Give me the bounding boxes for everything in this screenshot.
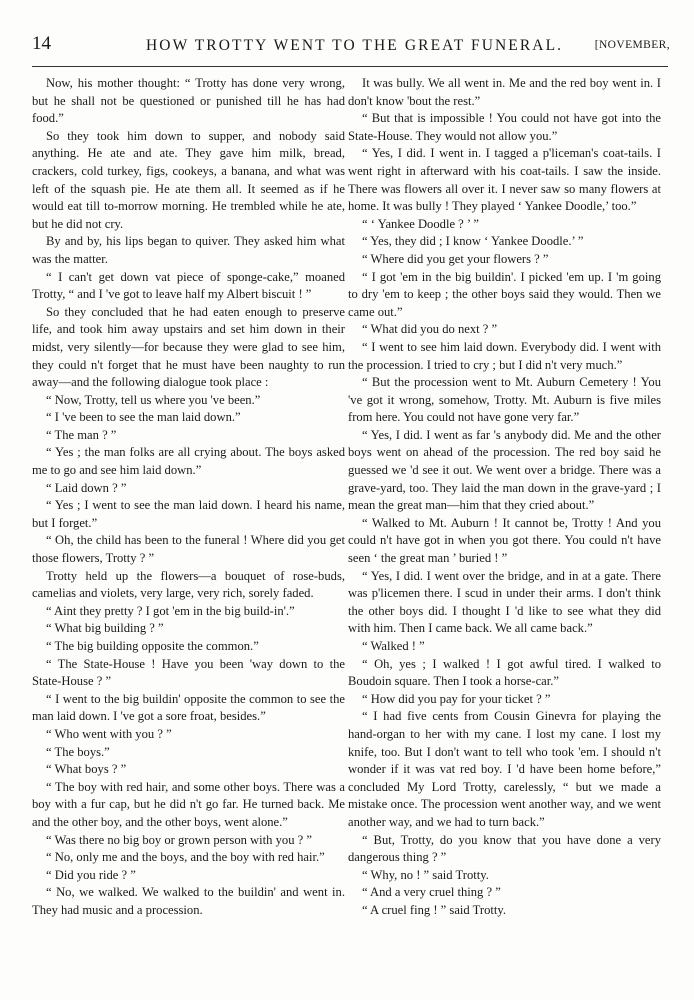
paragraph: “ Walked to Mt. Auburn ! It cannot be, Trotty ! And you could n't have got in when you got there. You could n't have seen ‘ the great man ’ buried ! ” (348, 515, 661, 566)
paragraph: Now, his mother thought: “ Trotty has done very wrong, but he shall not be questioned or punished till he has had food.” (32, 76, 345, 126)
paragraph: “ Now, Trotty, tell us where you 've been.” (46, 392, 261, 407)
paragraph: “ And a very cruel thing ? ” (362, 885, 501, 900)
paragraph: “ Was there no big boy or grown person with you ? ” (46, 832, 312, 847)
paragraph: “ I got 'em in the big buildin'. I picked 'em up. I 'm going to dry 'em to keep ; the other boys said they would. Then we came out.” (348, 269, 661, 319)
paragraph: “ Yes, they did ; I know ‘ Yankee Doodle.’ ” (362, 234, 584, 249)
paragraph: “ Yes ; I went to see the man laid down. I heard his name, but I forget.” (32, 498, 345, 530)
paragraph: “ I can't get down vat piece of sponge-cake,” moaned Trotty, “ and I 've got to leave half my Albert biscuit ! ” (32, 269, 345, 302)
paragraph: “ What big building ? ” (46, 621, 164, 636)
paragraph: “ Laid down ? ” (46, 480, 127, 495)
paragraph: “ What did you do next ? ” (362, 322, 498, 337)
paragraph: “ But that is impossible ! You could not have got into the State-House. They would not allow you.” (348, 111, 661, 143)
paragraph: “ ‘ Yankee Doodle ? ’ ” (362, 216, 479, 231)
paragraph: “ Yes, I did. I went over the bridge, and in at a gate. There was p'licemen there. I scud in under their arms. I don't think the other boys did. I thought I 'd like to see what they did with him. Then I came back. We all came back.” (348, 568, 661, 636)
paragraph: “ The boy with red hair, and some other boys. There was a boy with a fur cap, but he did n't go far. He turned back. Me and the other boy, and the other boys, went alone.” (32, 779, 345, 829)
paragraph: “ A cruel fing ! ” said Trotty. (362, 902, 506, 917)
paragraph: “ Yes, I did. I went as far 's anybody did. Me and the other boys went on ahead of the procession. The red boy said he guessed we 'd see it out. We went over a bridge. There was a grave-yard, too. They laid the man down in the grave-yard ; I mean the great man—him that they cried about.” (348, 427, 661, 513)
paragraph: “ Aint they pretty ? I got 'em in the big build-in'.” (46, 603, 295, 618)
page-number: 14 (32, 33, 51, 54)
paragraph: “ I 've been to see the man laid down.” (46, 410, 241, 425)
paragraph: “ The man ? ” (46, 427, 117, 442)
paragraph: “ Oh, the child has been to the funeral ! Where did you get those flowers, Trotty ? ” (32, 533, 345, 566)
paragraph: “ Did you ride ? ” (46, 867, 136, 882)
right-column (348, 75, 661, 920)
paragraph: “ No, only me and the boys, and the boy with red hair.” (46, 850, 325, 865)
paragraph: It was bully. We all went in. Me and the red boy went in. I don't know 'bout the rest.” (348, 76, 661, 108)
paragraph: So they concluded that he had eaten enough to preserve life, and took him away upstairs and set him down in their midst, very silently—for because they were glad to see him, they could n't forget that he must have been naughty to run away—and the following dialogue took place : (32, 304, 345, 390)
paragraph: “ No, we walked. We walked to the buildin' and went in. They had music and a procession. (32, 885, 345, 917)
paragraph: “ Where did you get your flowers ? ” (362, 251, 549, 266)
paragraph: “ Yes ; the man folks are all crying about. The boys asked me to go and see him laid down.” (32, 445, 345, 478)
paragraph: Trotty held up the flowers—a bouquet of rose-buds, camelias and violets, very large, very rich, sorely faded. (32, 568, 345, 601)
paragraph: “ I had five cents from Cousin Ginevra for playing the hand-organ to her with my cane. I lost my cane. I lost my knife, too. But I don't want to tell who took 'em. I should n't wonder if it was vat red boy. I 'd have been home before,” concluded My Lord Trotty, carelessly, “ but we made a mistake once. The procession went another way, and we went another way, and we had to turn back.” (348, 709, 661, 829)
paragraph: “ What boys ? ” (46, 762, 127, 777)
left-column (32, 75, 345, 920)
header-rule (32, 66, 668, 67)
paragraph: “ The boys.” (46, 744, 110, 759)
paragraph: “ The big building opposite the common.” (46, 639, 259, 653)
paragraph: “ Oh, yes ; I walked ! I got awful tired. I walked to Boudoin square. Then I took a horse-car.” (348, 656, 661, 689)
paragraph: “ I went to see him laid down. Everybody did. I went with the procession. I tried to cry ; but I did n't very much.” (348, 339, 661, 372)
paragraph: “ Who went with you ? ” (46, 726, 172, 741)
paragraph: “ I went to the big buildin' opposite the common to see the man laid down. I 've got a sore froat, besides.” (32, 691, 345, 724)
paragraph: “ The State-House ! Have you been 'way down to the State-House ? ” (32, 656, 345, 689)
paragraph: “ But the procession went to Mt. Auburn Cemetery ! You 've got it wrong, somehow, Trotty. Mt. Auburn is five miles from here. You could not have gone very far.” (348, 375, 661, 425)
running-month: [NOVEMBER, (594, 39, 670, 51)
paragraph: “ Walked ! ” (362, 639, 425, 653)
paragraph: “ Yes, I did. I went in. I tagged a p'liceman's coat-tails. I went right in afterward with his coat-tails. I saw the inside. There was flowers all over it. I never saw so many flowers at home. It was bully ! They played ‘ Yankee Doodle,’ too.” (348, 146, 661, 214)
paragraph: By and by, his lips began to quiver. They asked him what was the matter. (32, 234, 345, 266)
paragraph: “ How did you pay for your ticket ? ” (362, 691, 551, 706)
paragraph: “ But, Trotty, do you know that you have done a very dangerous thing ? ” (348, 832, 661, 865)
page-header (32, 33, 670, 63)
running-title: HOW TROTTY WENT TO THE GREAT FUNERAL. (146, 37, 564, 54)
paragraph: So they took him down to supper, and nobody said anything. He ate and ate. They gave him milk, bread, crackers, cold turkey, figs, cookeys, a banana, and what was left of the squash pie. He ate them all. It seemed as if he would eat till to-morrow morning. He trembled while he ate, but he did not cry. (32, 128, 345, 231)
paragraph: “ Why, no ! ” said Trotty. (362, 867, 489, 882)
